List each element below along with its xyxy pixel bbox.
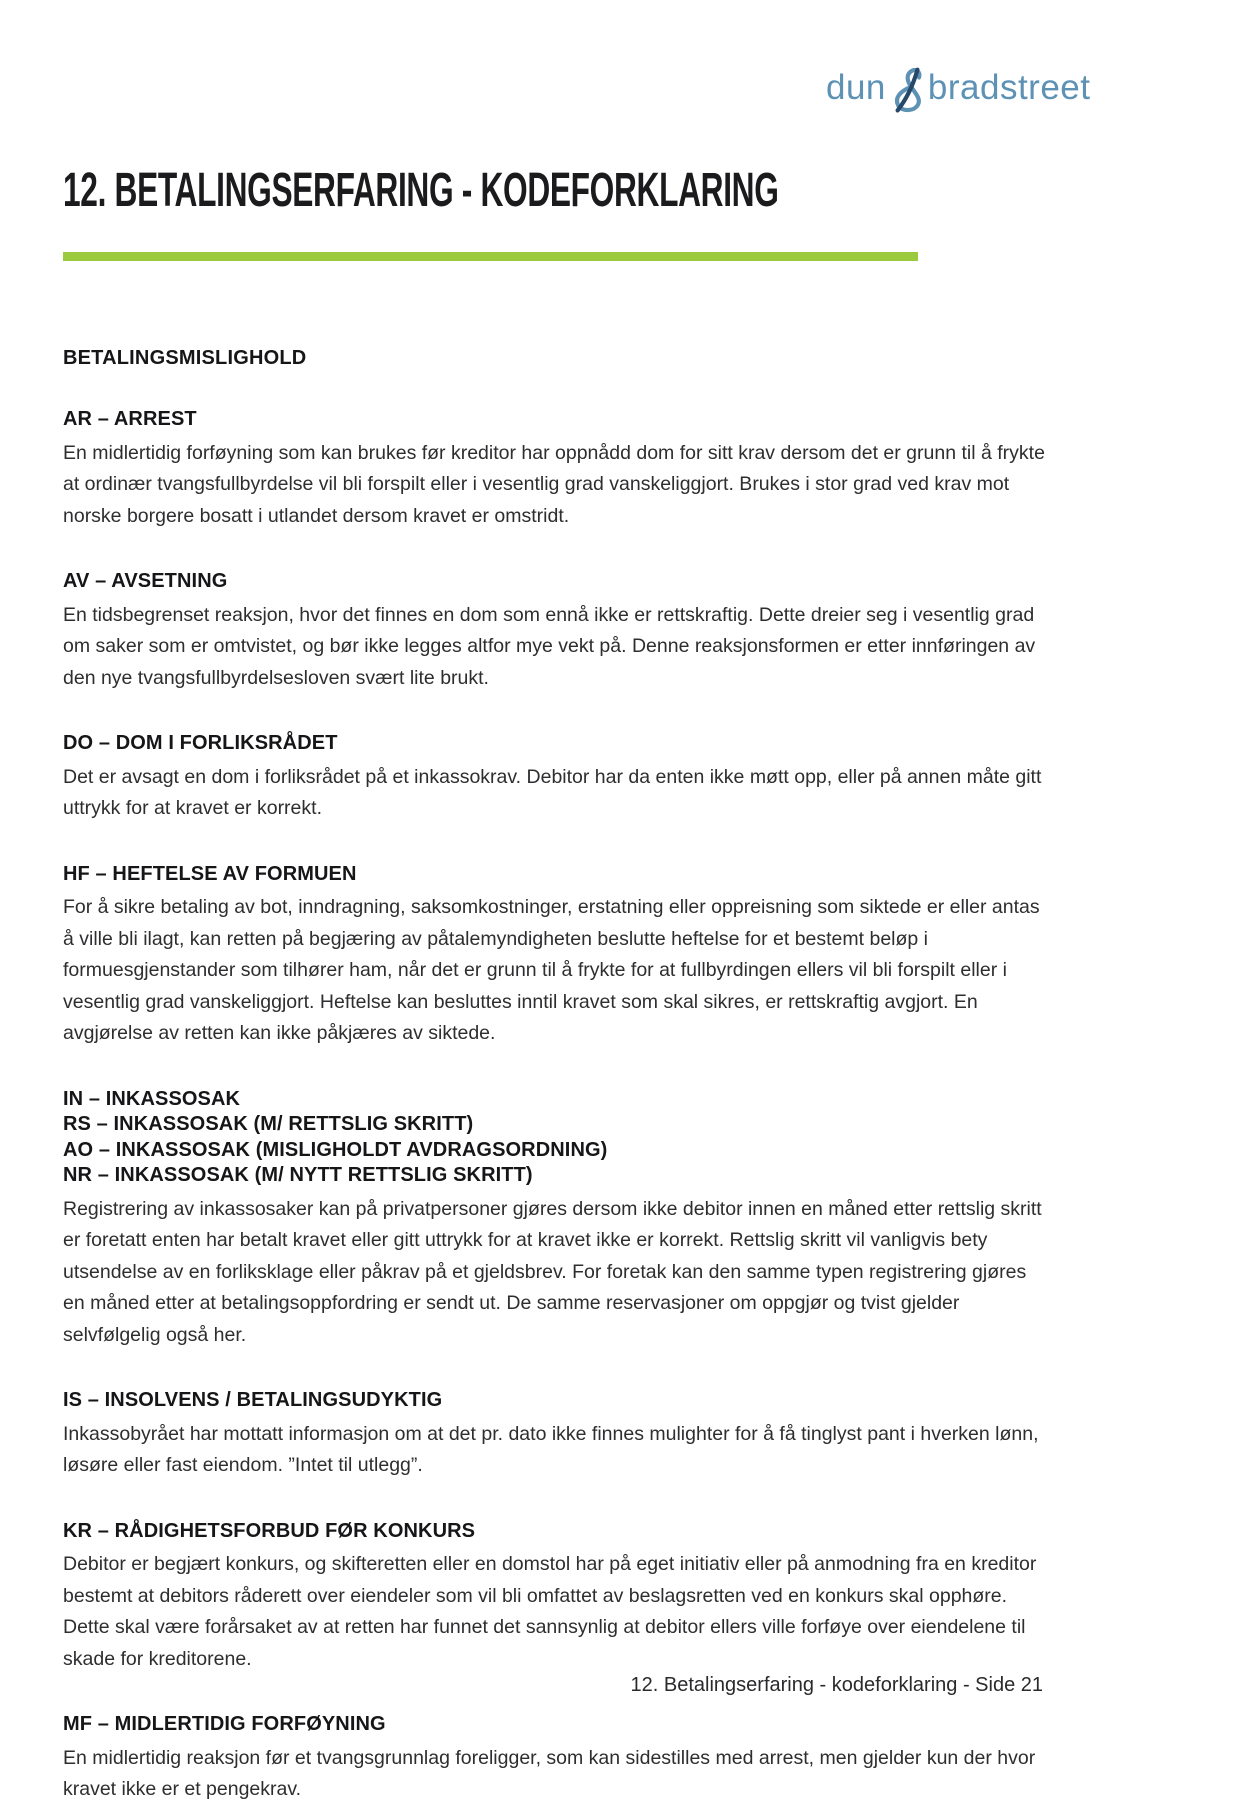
page-footer	[63, 1674, 1043, 1697]
code-section-av	[63, 569, 1048, 694]
section-body: En midlertidig forføyning som kan brukes før kreditor har oppnådd dom for sitt krav dersom det er grunn til å frykte at ordinær tvangsfullbyrdelse vil bli forspilt eller i vesentlig grad vanskeliggjort. Brukes i stor grad ved krav mot norske borgere bosatt i utlandet dersom kravet er omstridt.	[63, 441, 1045, 527]
section-heading: IS – INSOLVENS / BETALINGSUDYKTIG	[63, 1389, 443, 1411]
section-heading: DO – DOM I FORLIKSRÅDET	[63, 732, 338, 754]
code-section-kr	[63, 1519, 1048, 1676]
group-heading-betalingsmislighold: BETALINGSMISLIGHOLD	[63, 347, 307, 369]
section-heading: NR – INKASSOSAK (M/ NYTT RETTSLIG SKRITT)	[63, 1164, 533, 1186]
section-body: En midlertidig reaksjon før et tvangsgrunnlag foreligger, som kan sidestilles med arrest, men gjelder kun der hvor kravet ikke er et pengekrav.	[63, 1746, 1036, 1800]
section-heading: AO – INKASSOSAK (MISLIGHOLDT AVDRAGSORDNING)	[63, 1138, 608, 1161]
code-section-hf	[63, 862, 1048, 1050]
code-section-ar	[63, 407, 1048, 532]
ampersand-icon	[889, 66, 925, 112]
section-heading: AR – ARREST	[63, 408, 197, 430]
document-body	[63, 347, 1048, 1806]
code-section-mf	[63, 1712, 1048, 1806]
code-section-do	[63, 731, 1048, 825]
section-body: Det er avsagt en dom i forliksrådet på et inkassokrav. Debitor har da enten ikke møtt opp, eller på annen måte gitt uttrykk for at kravet er korrekt.	[63, 765, 1042, 819]
page-footer-text: 12. Betalingserfaring - kodeforklaring - Side 21	[630, 1674, 1043, 1696]
section-body: Registrering av inkassosaker kan på privatpersoner gjøres dersom ikke debitor innen en måned etter rettslig skritt er foretatt enten har betalt kravet eller gitt uttrykk for at kravet ikke er korrekt. Rettslig skritt vil vanligvis bety utsendelse av en forliksklage eller påkrav på et gjeldsbrev. For foretak kan den samme typen registrering gjøres en måned etter at betalingsoppfordring er sendt ut. De samme reservasjoner om oppgjør og tvist gjelder selvfølgelig også her.	[63, 1197, 1042, 1346]
code-section-is	[63, 1388, 1048, 1482]
title-accent-rule	[63, 252, 918, 261]
section-body: Inkassobyrået har mottatt informasjon om at det pr. dato ikke finnes mulighter for å få tinglyst pant i hverken lønn, løsøre eller fast eiendom. ”Intet til utlegg”.	[63, 1422, 1039, 1476]
logo-word-dun: dun	[826, 67, 886, 107]
section-body: En tidsbegrenset reaksjon, hvor det finnes en dom som ennå ikke er rettskraftig. Dette dreier seg i vesentlig grad om saker som er omtvistet, og bør ikke legges altfor mye vekt på. Denne reaksjonsformen er etter innføringen av den nye tvangsfullbyrdelsesloven svært lite brukt.	[63, 603, 1036, 689]
code-section-inkasso	[63, 1087, 1048, 1352]
section-heading: RS – INKASSOSAK (M/ RETTSLIG SKRITT)	[63, 1113, 474, 1135]
section-body: For å sikre betaling av bot, inndragning, saksomkostninger, erstatning eller oppreisning som siktede er eller antas å ville bli ilagt, kan retten på begjæring av påtalemyndigheten beslutte heftelse for et bestemt beløp i formuesgjenstander som tilhører ham, når det er grunn til å frykte for at fullbyrdingen ellers vil bli forspilt eller i vesentlig grad vanskeliggjort. Heftelse kan besluttes inntil kravet som skal sikres, er rettskraftig avgjort. En avgjørelse av retten kan ikke påkjæres av siktede.	[63, 896, 1040, 1044]
section-heading: KR – RÅDIGHETSFORBUD FØR KONKURS	[63, 1519, 476, 1542]
logo-word-bradstreet: bradstreet	[927, 67, 1091, 107]
section-heading: AV – AVSETNING	[63, 570, 228, 592]
dun-bradstreet-logo	[826, 66, 1091, 112]
page-title: 12. BETALINGSERFARING - KODEFORKLARING	[63, 164, 779, 217]
section-body: Debitor er begjært konkurs, og skifteretten eller en domstol har på eget initiativ eller på anmodning fra en kreditor bestemt at debitors råderett over eiendeler som vil bli omfattet av beslagsretten ved en konkurs skal opphøre. Dette skal være forårsaket av at retten har funnet det sannsynlig at debitor ellers ville forføye over eiendelene til skade for kreditorene.	[63, 1553, 1037, 1670]
section-heading: HF – HEFTELSE AV FORMUEN	[63, 862, 357, 885]
section-heading: MF – MIDLERTIDIG FORFØYNING	[63, 1713, 386, 1735]
section-heading: IN – INKASSOSAK	[63, 1087, 241, 1110]
